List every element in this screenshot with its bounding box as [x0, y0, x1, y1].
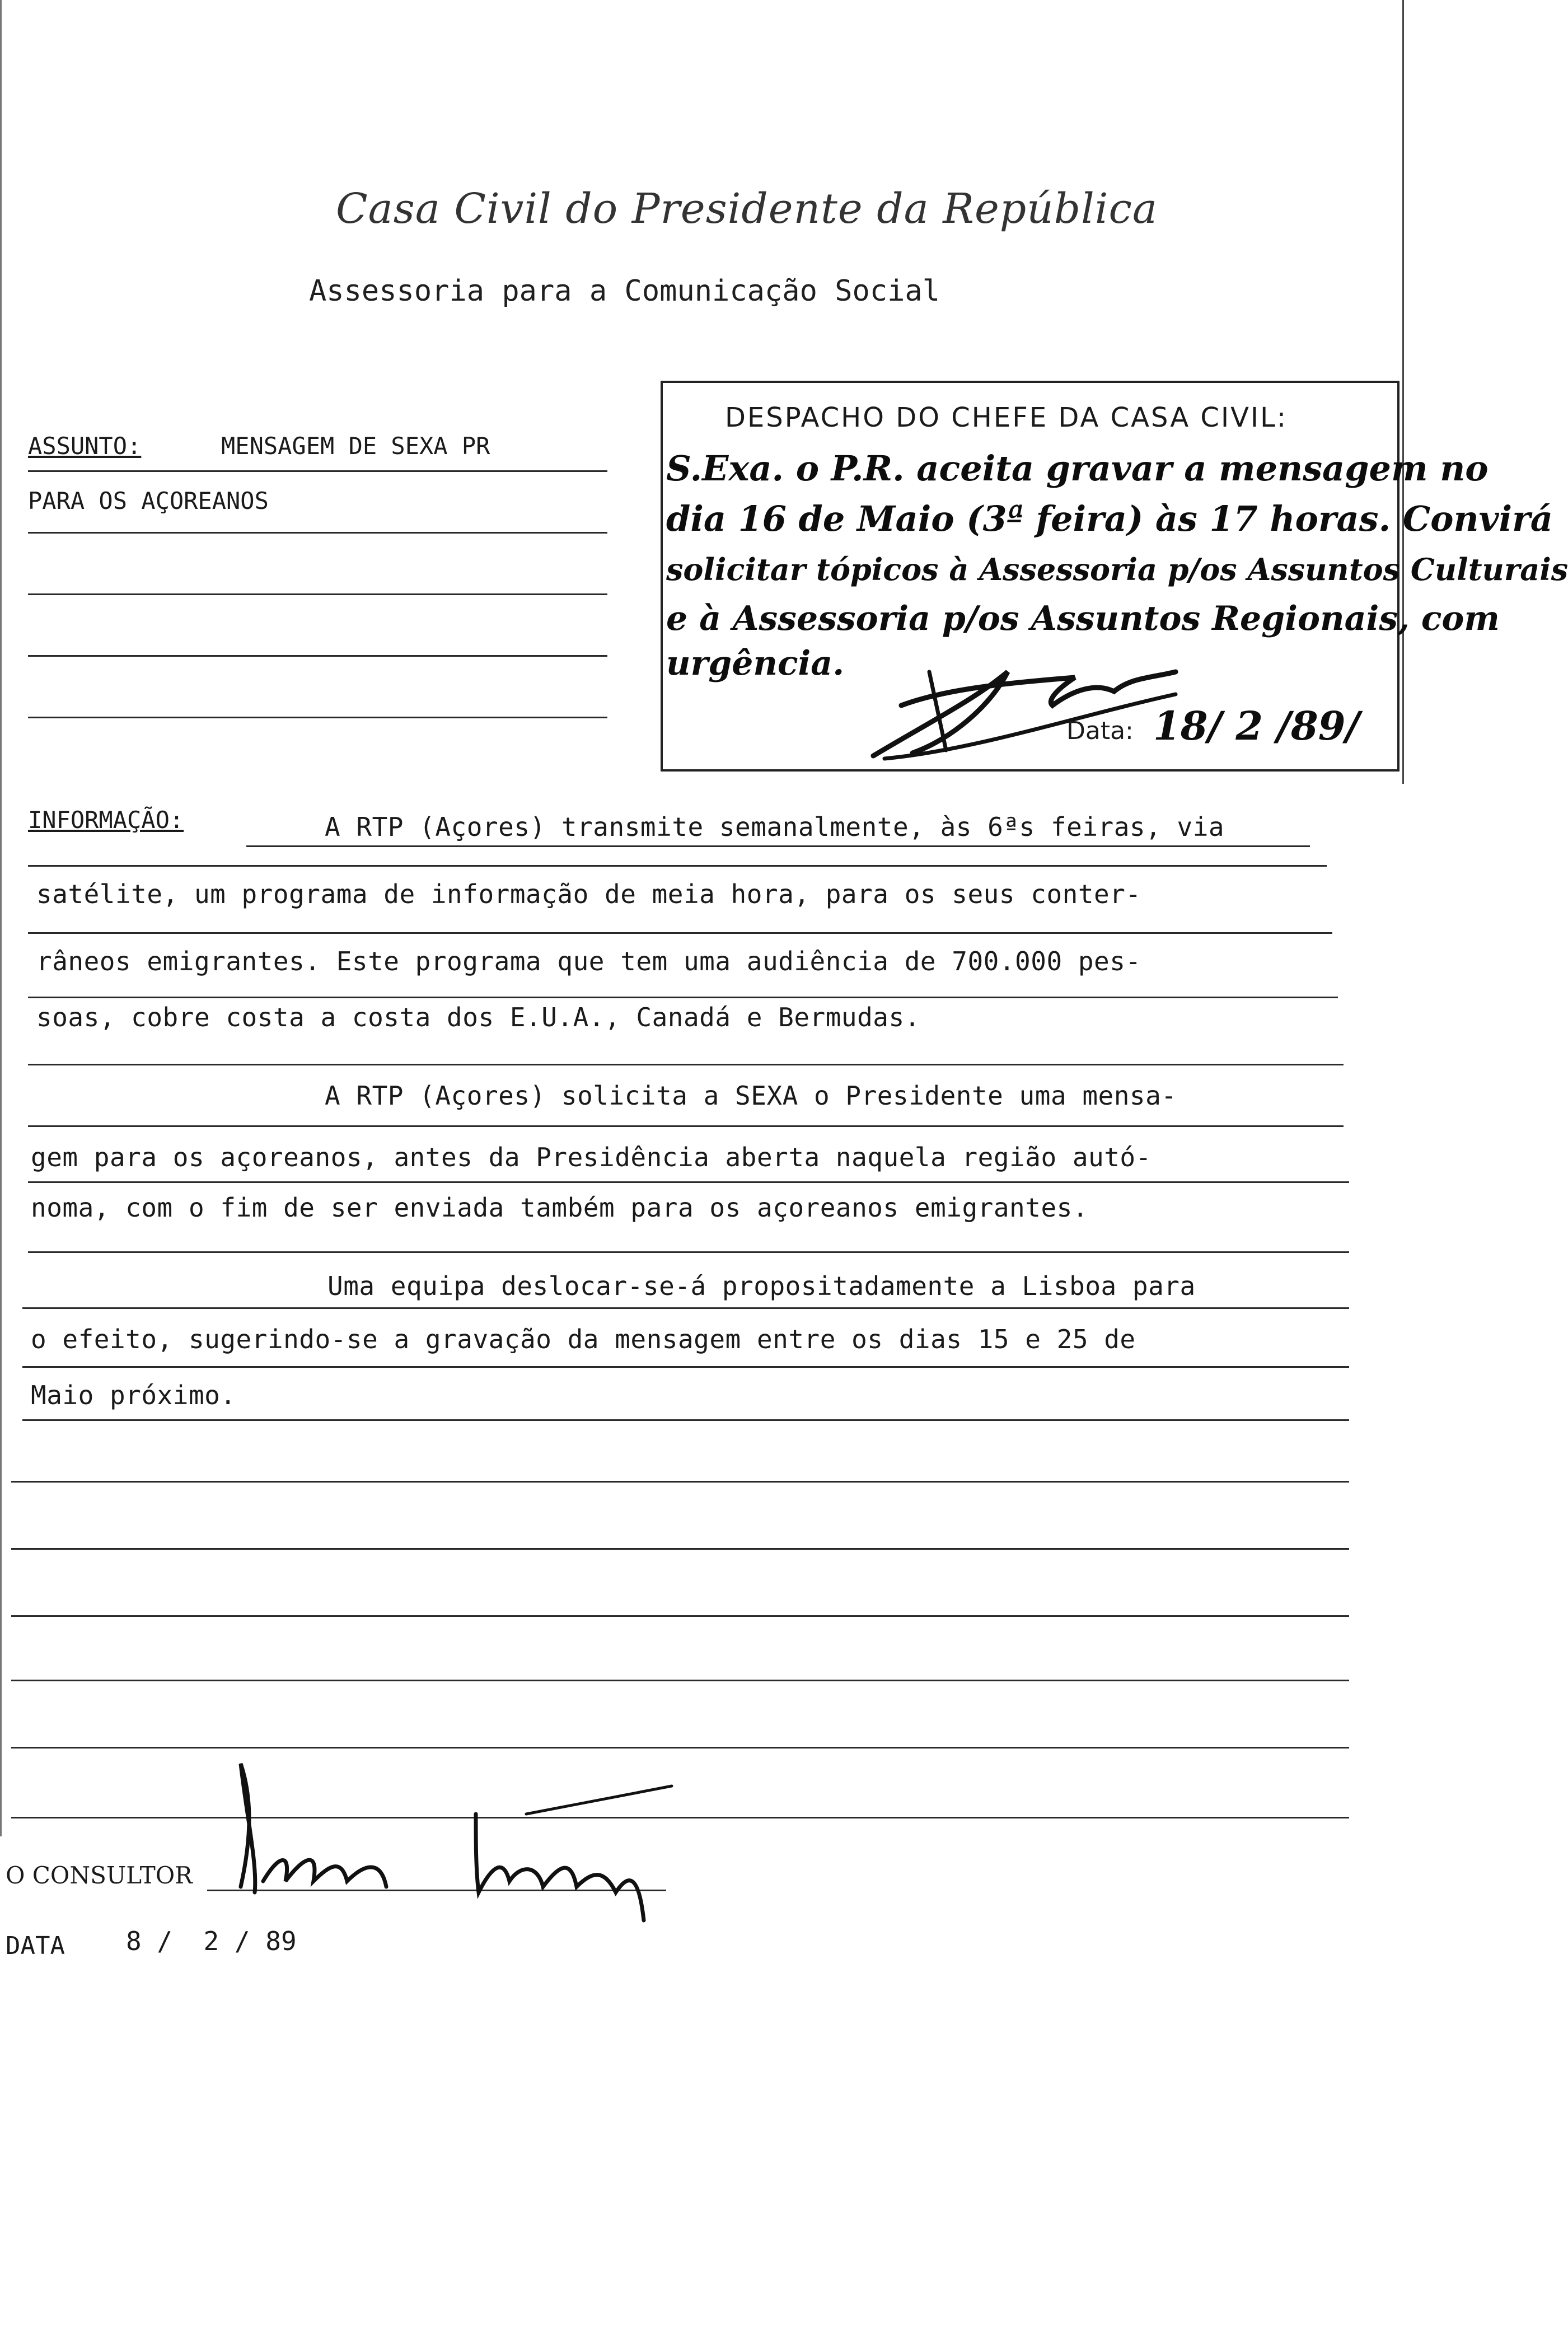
informacao-rule — [28, 865, 1327, 867]
informacao-rule — [11, 1481, 1349, 1483]
despacho-handwritten-line: urgência. — [666, 644, 845, 683]
informacao-line: satélite, um programa de informação de meia hora, para os seus conter- — [36, 879, 1141, 909]
informacao-rule — [28, 1125, 1344, 1127]
assunto-rule — [28, 470, 607, 472]
assunto-label: ASSUNTO: — [28, 432, 142, 460]
informacao-line: noma, com o fim de ser enviada também para os açoreanos emigrantes. — [31, 1193, 1089, 1223]
page-right-edge — [1402, 0, 1404, 784]
despacho-handwritten-line: dia 16 de Maio (3ª feira) às 17 horas. Convirá — [666, 498, 1553, 539]
informacao-label: INFORMAÇÃO: — [28, 806, 184, 834]
despacho-title: DESPACHO DO CHEFE DA CASA CIVIL: — [725, 402, 1288, 433]
informacao-rule — [22, 1307, 1349, 1309]
despacho-date-label: Data: — [1066, 717, 1134, 745]
informacao-rule — [22, 1366, 1349, 1368]
consultor-label: O CONSULTOR — [6, 1862, 193, 1889]
informacao-rule — [28, 932, 1332, 934]
despacho-handwritten-line: S.Exa. o P.R. aceita gravar a mensagem no — [666, 448, 1489, 489]
assunto-rule — [28, 532, 607, 534]
informacao-line: râneos emigrantes. Este programa que tem uma audiência de 700.000 pes- — [36, 946, 1141, 976]
informacao-line: gem para os açoreanos, antes da Presidência aberta naquela região autó- — [31, 1142, 1152, 1172]
informacao-rule — [28, 997, 1338, 998]
footer-date-value: 8 / 2 / 89 — [126, 1926, 297, 1956]
footer-date-label: DATA — [6, 1932, 65, 1960]
informacao-rule — [11, 1615, 1349, 1617]
consultor-signature-image — [230, 1752, 677, 1920]
assunto-line-1: MENSAGEM DE SEXA PR — [221, 432, 490, 460]
document-letterhead-title: Casa Civil do Presidente da República — [336, 185, 1158, 233]
informacao-line: o efeito, sugerindo-se a gravação da mensagem entre os dias 15 e 25 de — [31, 1324, 1136, 1354]
chefe-signature-image — [862, 638, 1198, 767]
informacao-line: A RTP (Açores) transmite semanalmente, às 6ªs feiras, via — [325, 812, 1225, 842]
despacho-handwritten-line: e à Assessoria p/os Assuntos Regionais, com — [666, 599, 1500, 638]
assunto-rule — [28, 593, 607, 595]
informacao-line: Uma equipa deslocar-se-á propositadamente a Lisboa para — [327, 1271, 1196, 1301]
assunto-line-2: PARA OS AÇOREANOS — [28, 487, 269, 515]
informacao-rule — [28, 1181, 1349, 1183]
informacao-rule — [28, 1251, 1349, 1253]
despacho-date-value: 18/ 2 /89/ — [1153, 703, 1360, 749]
informacao-rule — [246, 845, 1310, 847]
despacho-handwritten-line: solicitar tópicos à Assessoria p/os Assuntos Culturais — [666, 551, 1568, 587]
informacao-line: Maio próximo. — [31, 1380, 236, 1410]
informacao-rule — [28, 1064, 1344, 1065]
informacao-rule — [11, 1548, 1349, 1550]
assunto-rule — [28, 655, 607, 657]
page-left-edge — [0, 0, 2, 1836]
informacao-line: soas, cobre costa a costa dos E.U.A., Canadá e Bermudas. — [36, 1002, 920, 1032]
informacao-line: A RTP (Açores) solicita a SEXA o Presidente uma mensa- — [325, 1081, 1177, 1111]
informacao-rule — [11, 1747, 1349, 1748]
assunto-rule — [28, 717, 607, 718]
informacao-rule — [11, 1680, 1349, 1681]
informacao-rule — [11, 1817, 1349, 1818]
informacao-rule — [22, 1419, 1349, 1421]
document-letterhead-subtitle: Assessoria para a Comunicação Social — [309, 274, 940, 308]
